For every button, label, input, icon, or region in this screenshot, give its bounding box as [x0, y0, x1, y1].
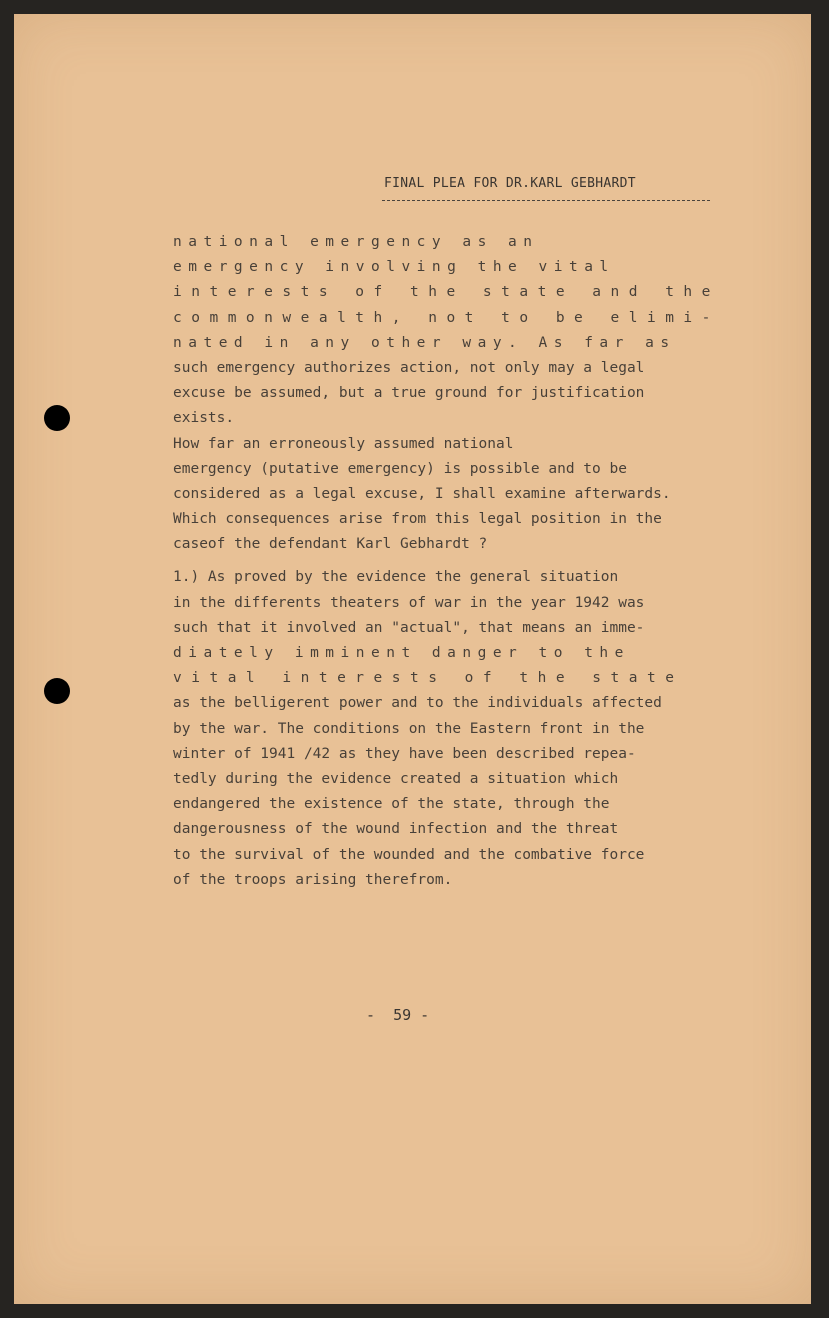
- text-line: in the differents theaters of war in the year 1942 was: [173, 594, 645, 611]
- text-line: interests of the state and the: [173, 284, 720, 301]
- punch-hole-top: [44, 405, 70, 431]
- text-line: caseof the defendant Karl Gebhardt ?: [173, 536, 488, 553]
- text-line: considered as a legal excuse, I shall examine afterwards.: [173, 485, 671, 502]
- text-line: of the troops arising therefrom.: [173, 871, 453, 888]
- text-line: diately imminent danger to the: [173, 645, 630, 661]
- text-line: tedly during the evidence created a situation which: [173, 770, 619, 787]
- text-line: exists.: [173, 410, 235, 427]
- text-line: commonwealth, not to be elimi-: [173, 309, 720, 326]
- text-line: How far an erroneously assumed national: [173, 435, 514, 452]
- header-underline: [382, 200, 710, 201]
- document-header: FINAL PLEA FOR DR.KARL GEBHARDT: [384, 176, 636, 191]
- text-line: 1.) As proved by the evidence the general situation: [173, 569, 619, 586]
- page-number: - 59 -: [366, 1006, 430, 1024]
- text-line: to the survival of the wounded and the combative force: [173, 846, 645, 863]
- text-line: nated in any other way. As far as: [173, 334, 676, 351]
- text-line: vital interests of the state: [173, 670, 684, 687]
- text-line: emergency (putative emergency) is possible and to be: [173, 460, 627, 477]
- text-line: excuse be assumed, but a true ground for justification: [173, 385, 645, 402]
- text-line: as the belligerent power and to the individuals affected: [173, 695, 662, 712]
- body-text: [173, 230, 720, 893]
- text-line: such emergency authorizes action, not only may a legal: [173, 359, 645, 376]
- text-line: emergency involving the vital: [173, 259, 615, 276]
- text-line: winter of 1941 /42 as they have been described repea-: [173, 745, 636, 762]
- text-line: endangered the existence of the state, through the: [173, 796, 610, 813]
- text-line: by the war. The conditions on the Eastern front in the: [173, 720, 645, 737]
- text-line: dangerousness of the wound infection and the threat: [173, 821, 619, 838]
- punch-hole-bottom: [44, 678, 70, 704]
- text-line: Which consequences arise from this legal position in the: [173, 511, 662, 528]
- text-line: such that it involved an "actual", that means an imme-: [173, 619, 645, 636]
- text-line: national emergency as an: [173, 234, 539, 250]
